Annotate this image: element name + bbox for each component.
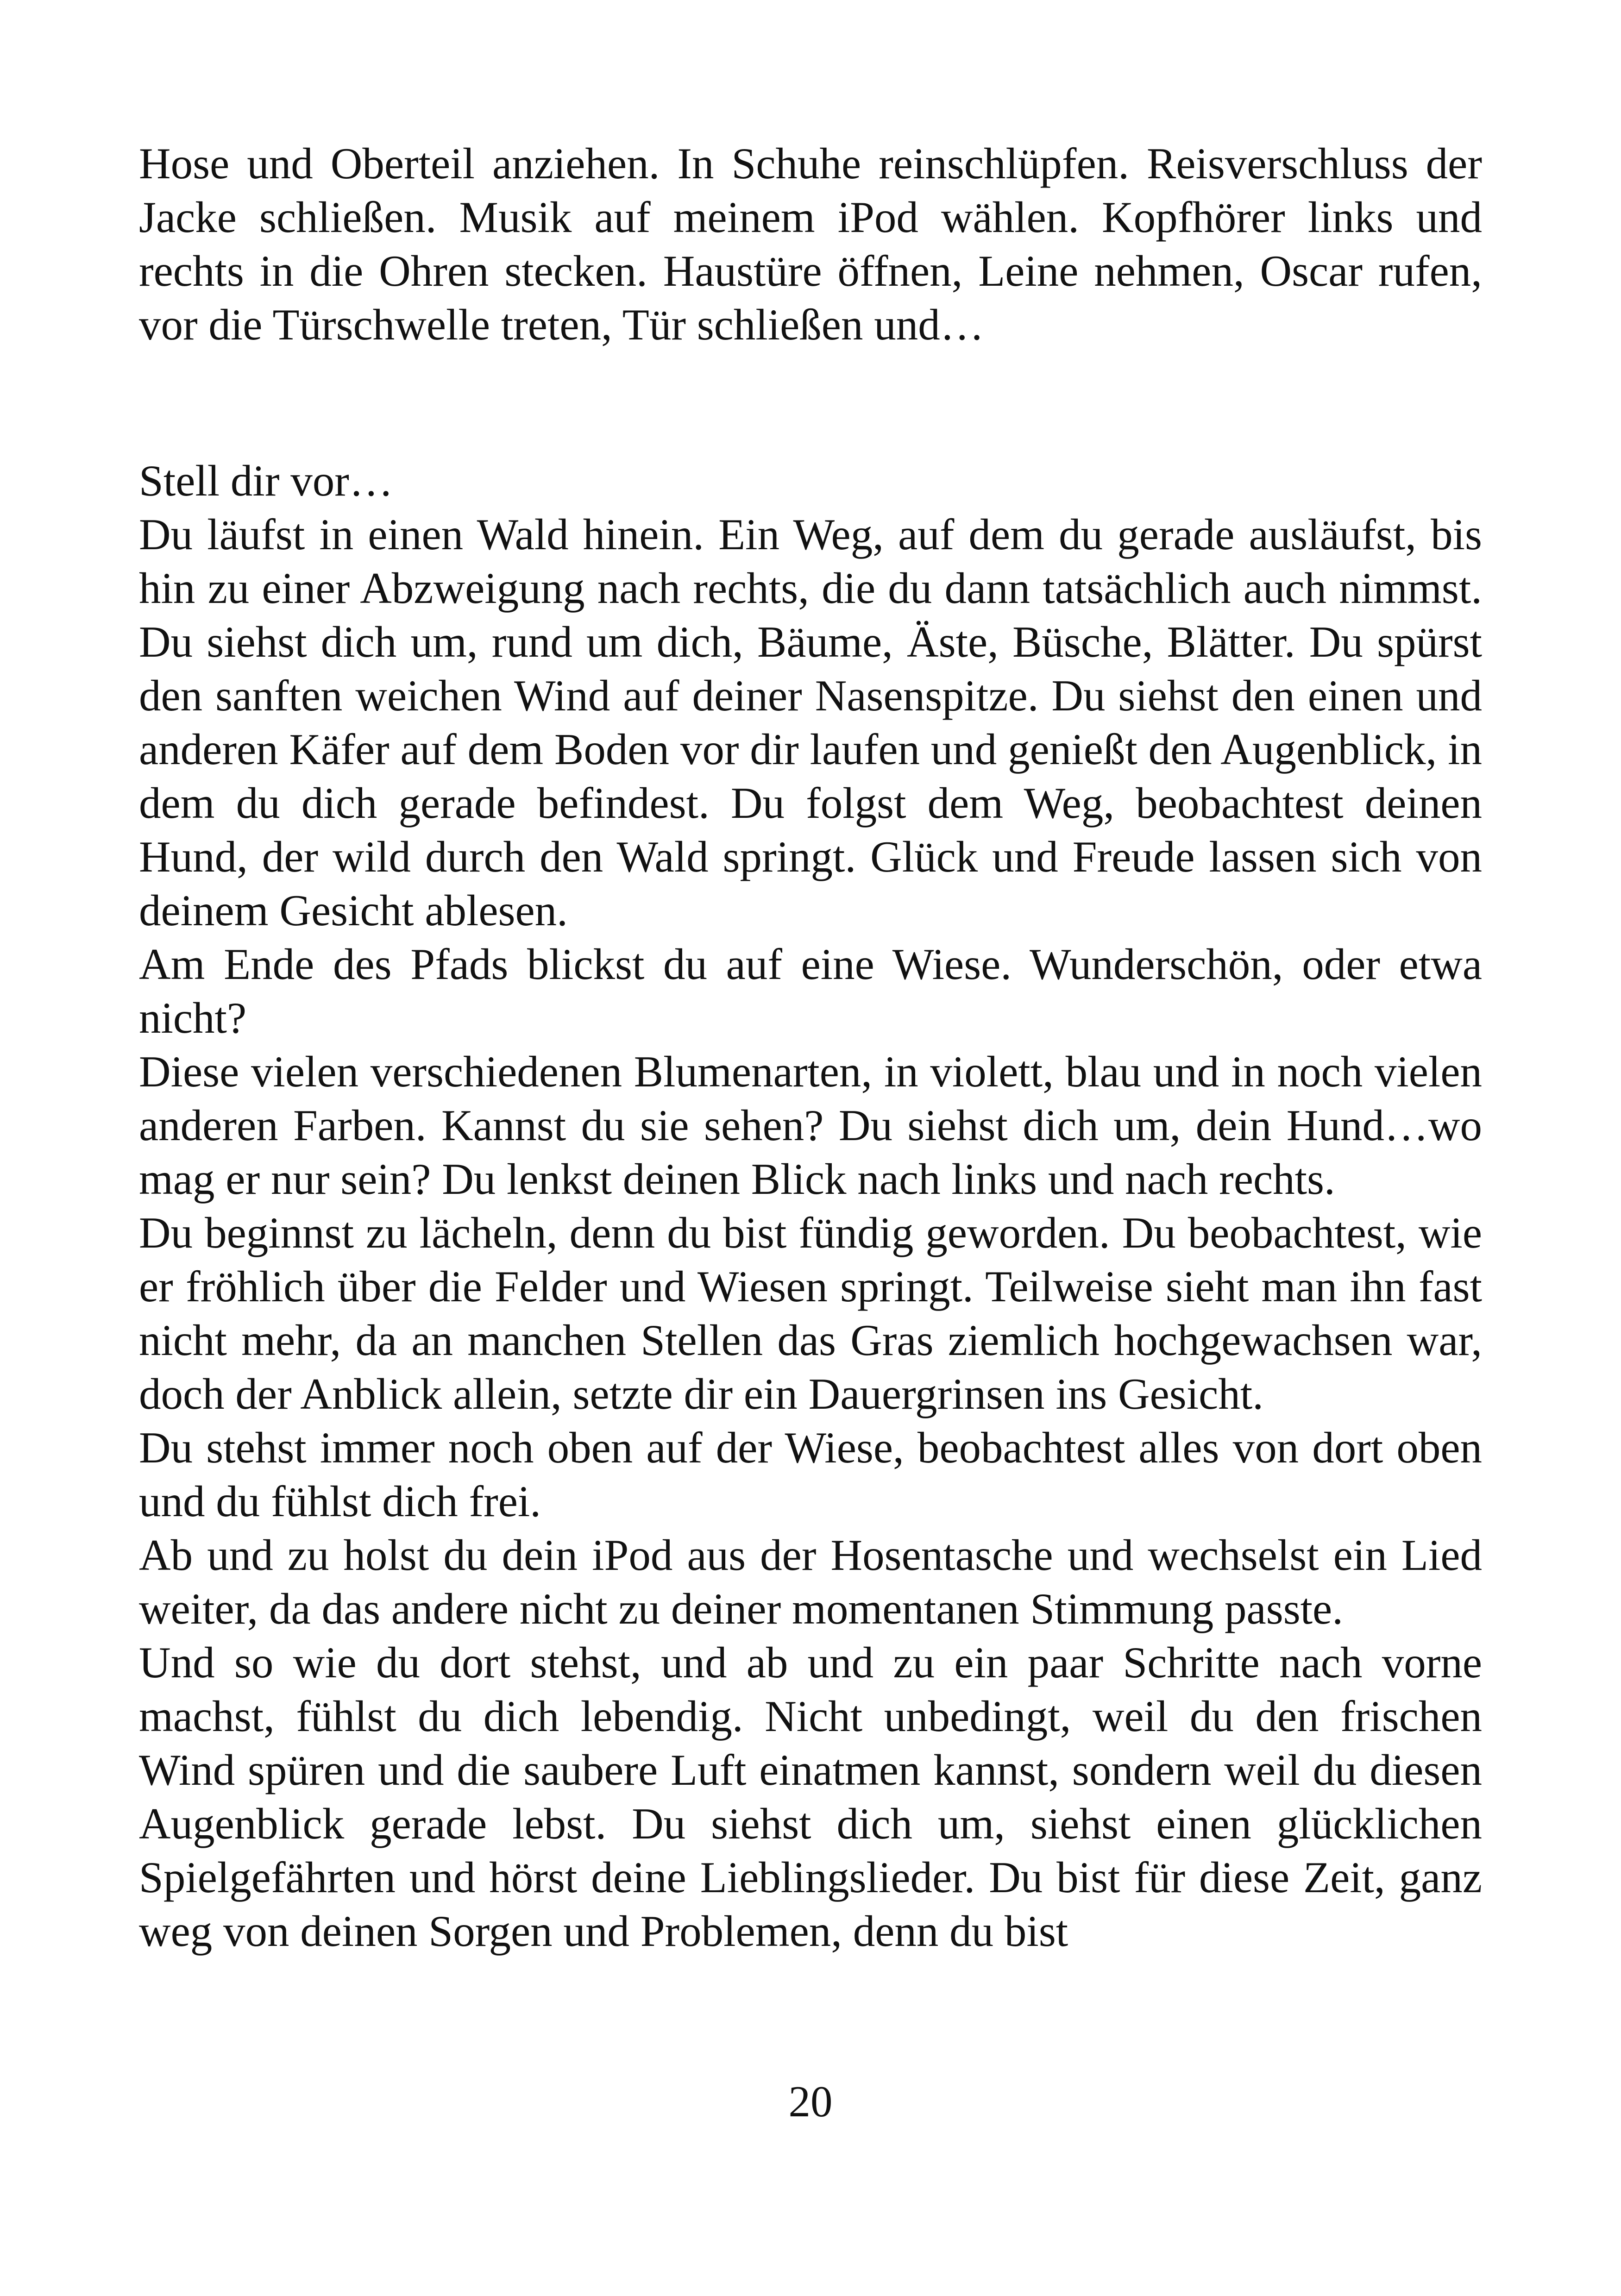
story-paragraph-5: Du stehst immer noch oben auf der Wiese, beobachtest alles von dort oben und du fühlst dich frei.	[139, 1423, 1482, 1526]
story-paragraph-2: Am Ende des Pfads blickst du auf eine Wiese. Wunderschön, oder etwa nicht?	[139, 940, 1482, 1042]
intro-paragraph: Hose und Oberteil anziehen. In Schuhe reinschlüpfen. Reisverschluss der Jacke schließen. Musik auf meinem iPod wählen. Kopfhörer links und rechts in die Ohren stecken. Haustüre öffnen, Leine nehmen, Oscar rufen, vor die Türschwelle treten, Tür schließen und…	[139, 139, 1482, 349]
story-paragraph-3: Diese vielen verschiedenen Blumenarten, in violett, blau und in noch vielen anderen Farben. Kannst du sie sehen? Du siehst dich um, dein Hund…wo mag er nur sein? Du lenkst deinen Blick nach links und nach rechts.	[139, 1047, 1482, 1204]
story-paragraph-4: Du beginnst zu lächeln, denn du bist fündig geworden. Du beobachtest, wie er fröhlich über die Felder und Wiesen springt. Teilweise sieht man ihn fast nicht mehr, da an manchen Stellen das Gras ziemlich hochgewachsen war, doch der Anblick allein, setzte dir ein Dauergrinsen ins Gesicht.	[139, 1208, 1482, 1418]
story-paragraph-6: Ab und zu holst du dein iPod aus der Hosentasche und wechselst ein Lied weiter, da das andere nicht zu deiner momentanen Stimmung passte.	[139, 1531, 1482, 1633]
story-section	[139, 454, 1482, 1958]
page-number: 20	[788, 2077, 833, 2126]
story-heading: Stell dir vor…	[139, 456, 393, 505]
story-paragraph-7: Und so wie du dort stehst, und ab und zu ein paar Schritte nach vorne machst, fühlst du dich lebendig. Nicht unbedingt, weil du den frischen Wind spüren und die saubere Luft einatmen kannst, sondern weil du diesen Augenblick gerade lebst. Du siehst dich um, siehst einen glücklichen Spielgefährten und hörst deine Lieblingslieder. Du bist für diese Zeit, ganz weg von deinen Sorgen und Problemen, denn du bist	[139, 1638, 1482, 1956]
intro-section	[139, 137, 1482, 351]
story-paragraph-1: Du läufst in einen Wald hinein. Ein Weg, auf dem du gerade ausläufst, bis hin zu einer Abzweigung nach rechts, die du dann tatsächlich auch nimmst. Du siehst dich um, rund um dich, Bäume, Äste, Büsche, Blätter. Du spürst den sanften weichen Wind auf deiner Nasenspitze. Du siehst den einen und anderen Käfer auf dem Boden vor dir laufen und genießt den Augenblick, in dem du dich gerade befindest. Du folgst dem Weg, beobachtest deinen Hund, der wild durch den Wald springt. Glück und Freude lassen sich von deinem Gesicht ablesen.	[139, 510, 1482, 935]
